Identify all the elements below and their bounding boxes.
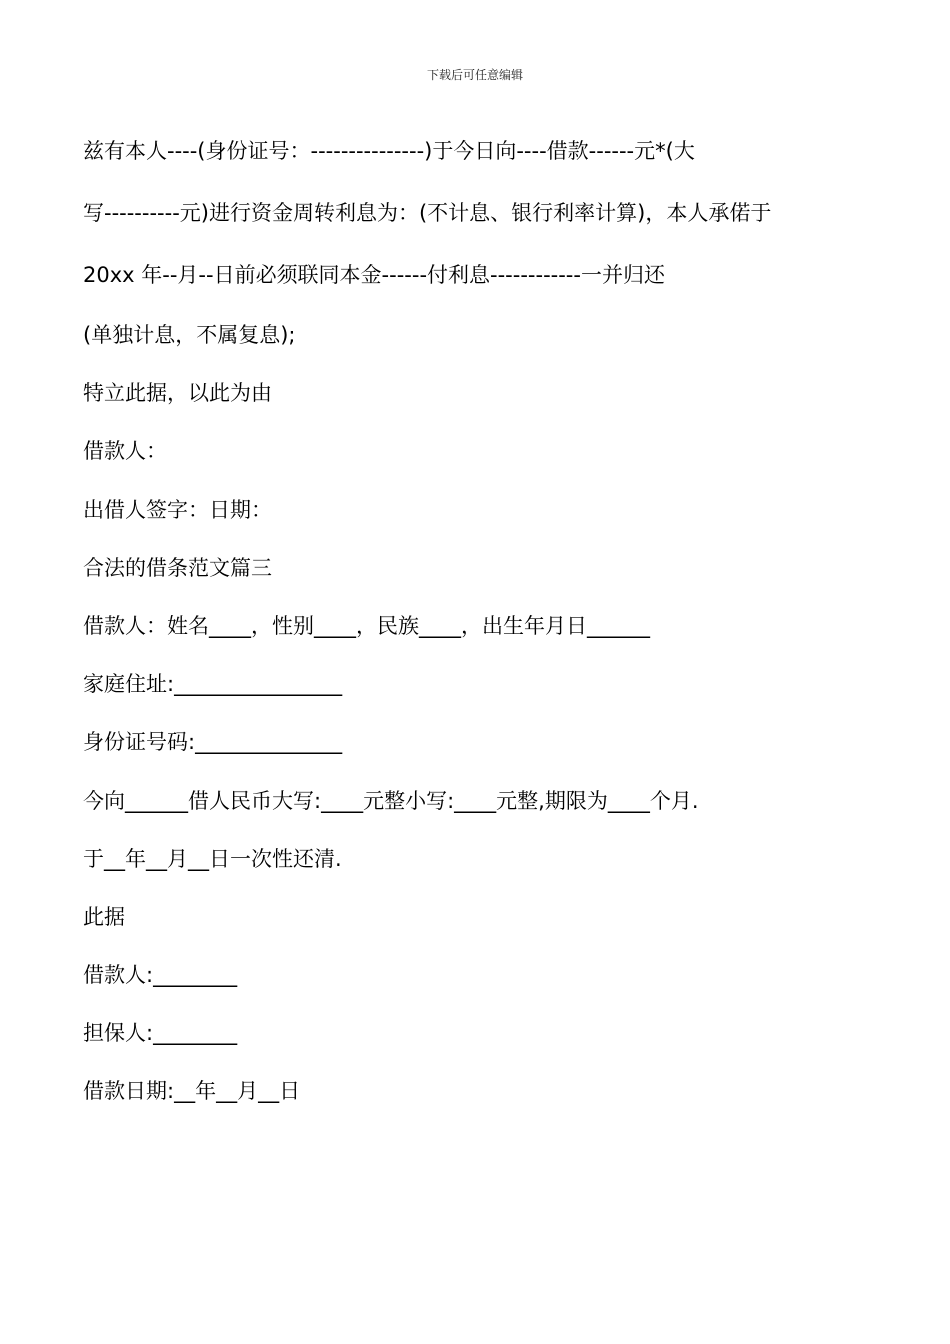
statement-line: 特立此据，以此为由 xyxy=(83,381,272,406)
page-header-note: 下载后可任意编辑 xyxy=(426,68,523,82)
attestation-line: 此据 xyxy=(83,904,125,929)
repayment-date-line: 于__年__月__日一次性还清. xyxy=(83,846,342,871)
id-number-line: 身份证号码:______________ xyxy=(83,730,343,755)
guarantor-signature-line: 担保人:________ xyxy=(83,1021,238,1046)
borrower-label: 借款人： xyxy=(83,439,167,464)
loan-amount-line: 今向______借人民币大写:____元整小写:____元整,期限为____个月. xyxy=(83,788,699,813)
intro-line-1: 兹有本人----(身份证号：---------------)于今日向----借款------元*(大 xyxy=(83,139,695,163)
borrower-signature-line: 借款人:________ xyxy=(83,963,238,988)
section-title: 合法的借条范文篇三 xyxy=(83,555,272,580)
loan-date-line: 借款日期:__年__月__日 xyxy=(83,1079,301,1104)
lender-signature-date-line: 出借人签字：日期： xyxy=(83,497,272,522)
borrower-info-line: 借款人：姓名____，性别____，民族____，出生年月日______ xyxy=(83,613,650,638)
home-address-line: 家庭住址:________________ xyxy=(83,672,343,697)
intro-line-3: 20xx 年--月--日前必须联同本金------付利息------------一并归还 xyxy=(83,263,665,287)
intro-line-2: 写----------元)进行资金周转利息为：(不计息、银行利率计算)，本人承偌于 xyxy=(83,201,772,225)
document-body xyxy=(83,120,883,1121)
interest-note-line: (单独计息，不属复息); xyxy=(83,323,296,347)
